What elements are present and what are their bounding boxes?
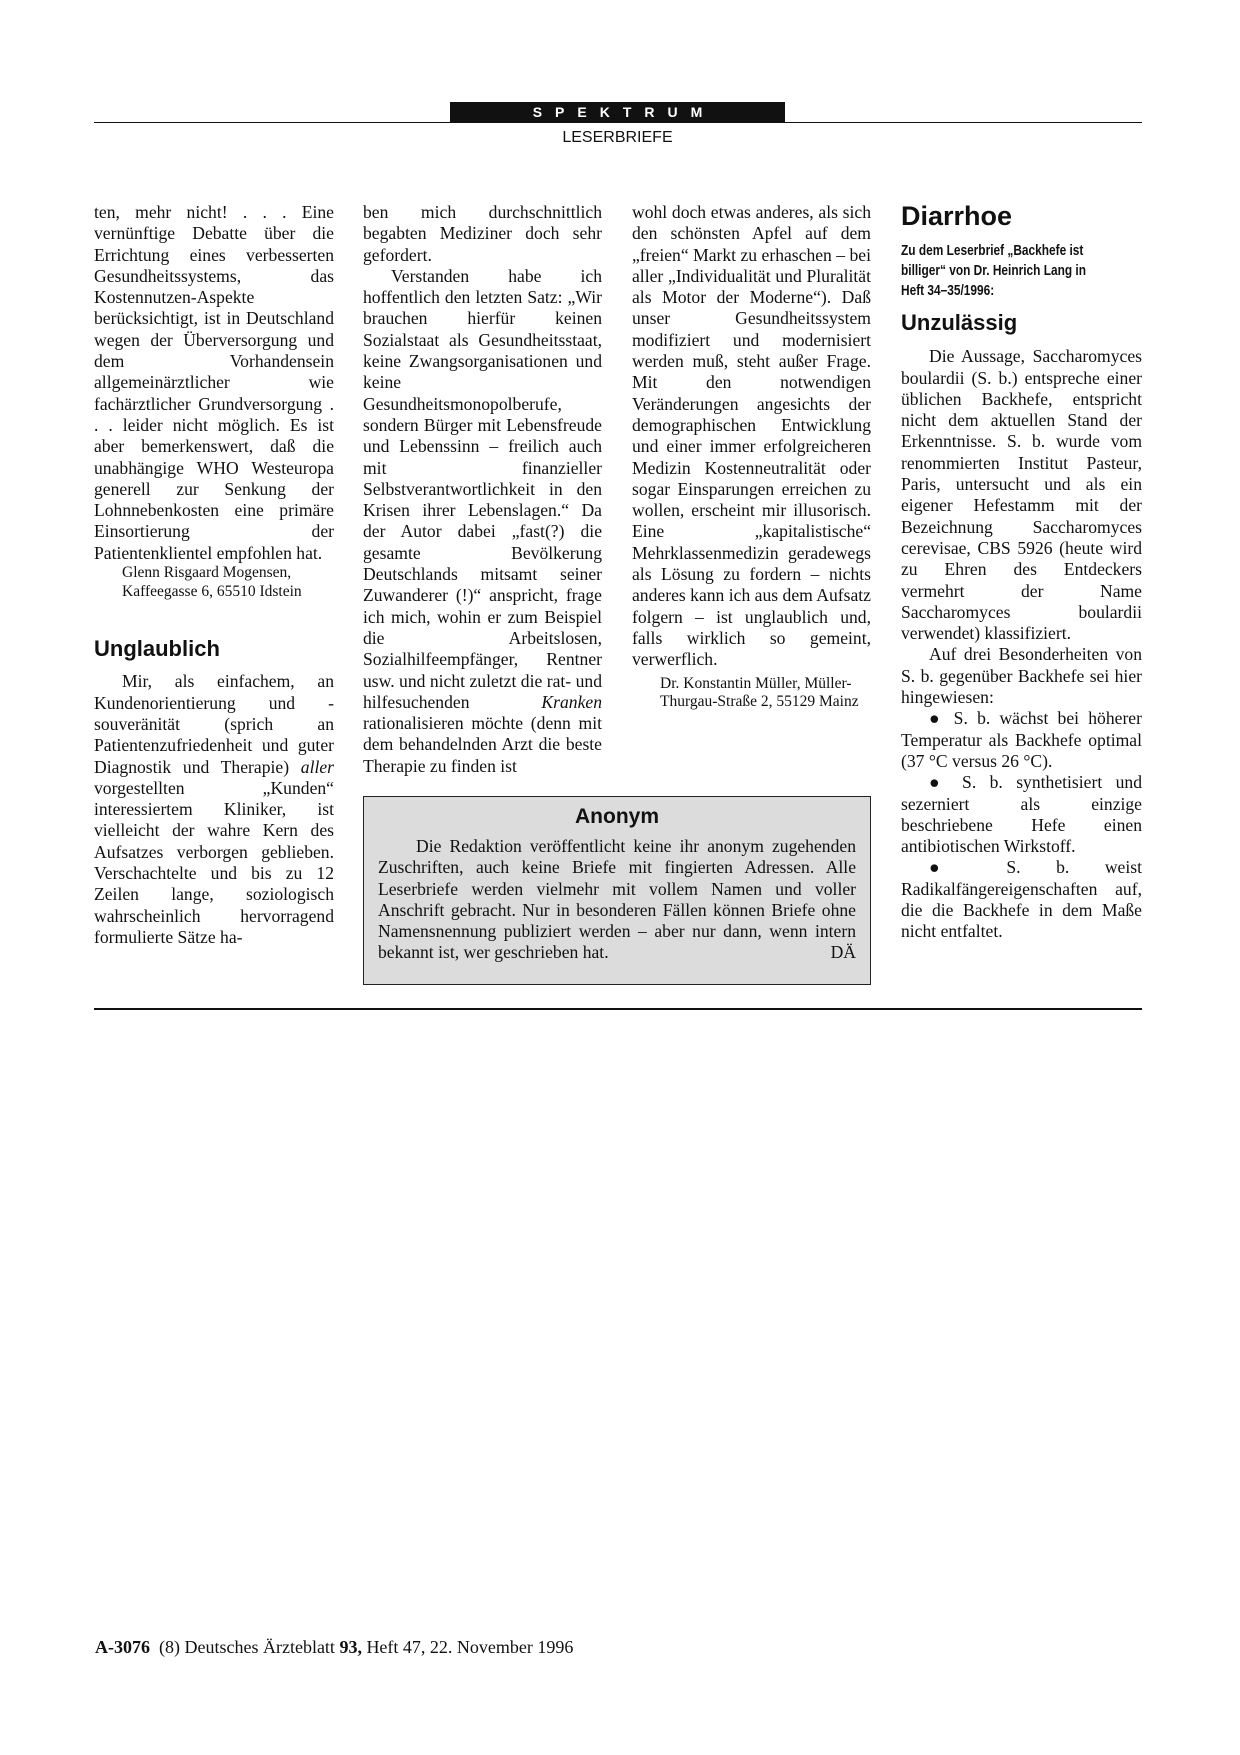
italic-word: aller [300, 756, 334, 777]
bullet-item: ● S. b. wächst bei höherer Temperatur als Backhefe optimal (37 °C versus 26 °C). [901, 708, 1142, 771]
column-1 [94, 202, 334, 948]
volume-number: 93, [339, 1637, 362, 1657]
letter-text: ten, mehr nicht! . . . Eine vernünftige Debatte über die Errichtung eines verbesserten Gesundheitssystems, das Kostennutzen-Aspekte berücksichtigt, ist in Deutschland wegen der Überversorgung und dem Vorhandensein allgemeinärztlicher wie fachärztlicher Grundversorgung . . . leider nicht möglich. Es ist aber bemerkenswert, daß die unabhängige WHO Westeuropa generell zur Senkung der Lohnnebenkosten eine primäre Einsortierung der Patientenklientel empfohlen hat. [94, 202, 334, 563]
bullet-icon: ● [929, 772, 949, 793]
bullet-item: ● S. b. weist Radikalfängereigenschaften auf, die die Backhefe in dem Maße nicht entfaltet. [901, 857, 1142, 942]
bullet-icon: ● [929, 857, 971, 878]
letter-text: Mir, als einfachem, an Kundenorientierung und -souveränität (sprich an Patientenzufriedenheit und guter Diagnostik und Therapie) aller vorgestellten „Kunden“ interessiertem Kliniker, ist vielleicht der wahre Kern des Aufsatzes verborgen geblieben. Verschachtelte und bis zu 12 Zeilen lange, soziologisch wahrscheinlich hervorragend formulierte Sätze ha- [94, 671, 334, 947]
issue-reference: (8) Deutsches Ärzteblatt [159, 1637, 335, 1657]
letter-text: wohl doch etwas anderes, als sich den schönsten Apfel auf dem „freien“ Markt zu erhaschen – bei aller „Individualität und Pluralität als Motor der Moderne“). Daß unser Gesundheitssystem modifiziert und modernisiert werden muß, steht außer Frage. Mit den notwendigen Veränderungen angesichts der demographischen Entwicklung und einer immer erfolgreicheren Medizin Kostenneutralität oder sogar Einsparungen erreichen zu wollen, erscheint mir illusorisch. Eine „kapitalistische“ Mehrklassenmedizin geradewegs als Lösung zu fordern – nichts anderes kann ich aus dem Aufsatz folgern – ist unglaublich und, falls wirklich so gemeint, verwerflich. [632, 202, 871, 670]
header-rule [94, 122, 1142, 123]
section-header: SPEKTRUM [450, 102, 785, 123]
bottom-rule [94, 1008, 1142, 1010]
intro-wrapper [901, 241, 1142, 307]
letter-text: Die Aussage, Saccharomyces boulardii (S. b.) entspreche einer üblichen Backhefe, entspricht nicht dem aktuellen Stand der Erkenntnisse. S. b. wurde vom renommierten Institut Pasteur, Paris, untersucht und als ein eigener Hefestamm mit der Bezeichnung Saccharomyces cerevisae, CBS 5926 (heute wird zu Ehren des Entdeckers vermehrt der Name Saccharomyces boulardii verwendet) klassifiziert. [901, 346, 1142, 644]
signature-name: Glenn Risgaard Mogensen, [122, 564, 292, 582]
italic-word: Kranken [541, 691, 602, 712]
column-3 [632, 202, 871, 712]
bullet-item: ● S. b. synthetisiert und sezerniert als einzige beschriebene Hefe einen antibiotischen Wirkstoff. [901, 772, 1142, 857]
issue-details: Heft 47, 22. November 1996 [366, 1637, 574, 1657]
notice-signature: DÄ [830, 942, 856, 963]
column-2 [363, 202, 602, 777]
notice-text: Die Redaktion veröffentlicht keine ihr anonym zugehenden Zuschriften, auch keine Briefe mit fingierten Adressen. Alle Leserbriefe werden vielmehr mit vollem Namen und voller Anschrift gebracht. Nur in besonderen Fällen können Briefe ohne Namensnennung publiziert werden – aber nur dann, wenn intern bekannt ist, wer geschrieben hat. DÄ [378, 836, 856, 963]
subsection-title: LESERBRIEFE [562, 129, 673, 146]
article-heading: Diarrhoe [901, 201, 1013, 231]
notice-title: Anonym [575, 805, 659, 828]
page-footer [95, 1637, 573, 1658]
column-4 [901, 200, 1142, 943]
signature-address: Kaffeegasse 6, 65510 Idstein [122, 582, 302, 600]
letter-heading: Unzulässig [901, 310, 1018, 335]
letter-text: ben mich durchschnittlich begabten Mediziner doch sehr gefordert. [363, 202, 602, 265]
letter-signature [94, 564, 334, 601]
page-number: A-3076 [95, 1637, 150, 1657]
letter-text: Verstanden habe ich hoffentlich den letzten Satz: „Wir brauchen hierfür keinen Sozialstaat als Gesundheitsstaat, keine Zwangsorganisationen und keine Gesundheitsmonopolberufe, sondern Bürger mit Lebensfreude und Lebenssinn – freilich auch mit finanzieller Selbstverantwortlichkeit in den Krisen ihrer Lebenslagen.“ Da der Autor dabei „fast(?) die gesamte Bevölkerung Deutschlands mitsamt seiner Zuwanderer (!)“ anspricht, frage ich mich, wohin er zum Beispiel die Arbeitslosen, Sozialhilfeempfänger, Rentner usw. und nicht zuletzt die rat- und hilfesuchenden Kranken rationalisieren möchte (denn mit dem behandelnden Arzt die beste Therapie zu finden ist [363, 265, 602, 776]
letter-signature: Dr. Konstantin Müller, Müller-Thurgau-Straße 2, 55129 Mainz [660, 674, 859, 711]
bullet-icon: ● [929, 708, 945, 729]
notice-box [363, 796, 871, 985]
letter-reference: Zu dem Leserbrief „Backhefe ist billiger“ von Dr. Heinrich Lang in Heft 34–35/1996: [901, 243, 1086, 299]
letter-text: Auf drei Besonderheiten von S. b. gegenüber Backhefe sei hier hingewiesen: [901, 644, 1142, 708]
letter-heading: Unglaublich [94, 636, 220, 662]
